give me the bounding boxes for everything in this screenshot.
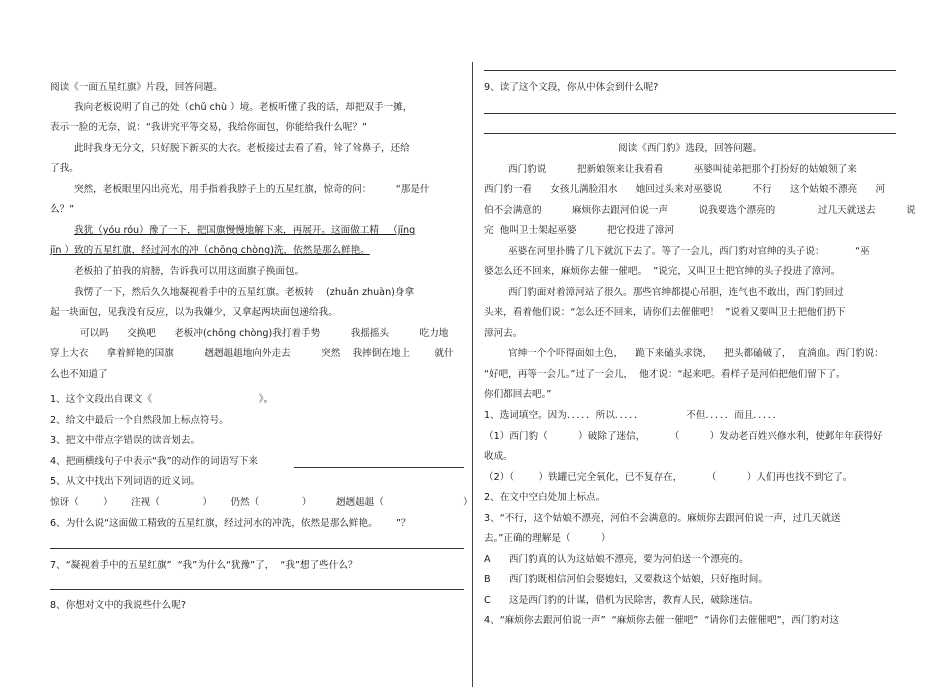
paragraph-2-line-1: 此时我身无分文，只好脱下新买的大衣。老板接过去看了看，耸了耸鼻子，还给 (74, 143, 410, 154)
question-r1-2: （2）（ ）铁罐已完全氧化，已不复存在， （ ）人们再也找不到它了。 (484, 472, 853, 483)
answer-line-q9-2 (484, 133, 896, 134)
paragraph-6-line-1: 我愣了一下，然后久久地凝视着手中的五星红旗。老板转 (zhuǎn zhuàn)身拿 (74, 287, 415, 298)
paragraph-1-line-2: 表示一脸的无奈，说：“我讲究平等交易，我给你面包，你能给我什么呢？” (50, 122, 367, 133)
option-c: C 这是西门豹的计谋，借机为民除害，教育人民，破除迷信。 (484, 595, 759, 606)
paragraph-r3-line-1: 西门豹面对着漳河站了很久。那些官绅都提心吊胆，连气也不敢出，西门豹回过 (508, 287, 844, 298)
answer-line-q7 (50, 589, 464, 590)
paragraph-r2-line-2: 婆怎么还不回来，麻烦你去催一催吧。 ”说完，又叫卫士把官绅的头子投进了漳河。 (484, 266, 841, 277)
question-3: 3、把文中带点字错误的读音划去。 (50, 435, 201, 446)
paragraph-3-line-2: 么？” (50, 204, 75, 215)
unpunctuated-line-4: 完 他叫卫士架起巫婆 把它投进了漳河 (484, 225, 675, 236)
column-divider (472, 62, 473, 687)
paragraph-r3-line-2: 头来，看着他们说：“怎么还不回来，请你们去催催吧！ ”说着又要叫卫士把他们扔下 (484, 307, 846, 318)
paragraph-r4-line-1: 官绅一个个吓得面如土色， 跪下来磕头求饶， 把头都磕破了， 直淌血。西门豹说： (508, 348, 884, 359)
question-r1: 1、选词填空。因为．．．．．所以．．．．． 不但．．．．．而且．．．．． (484, 410, 783, 421)
paragraph-5: 老板拍了拍我的肩膀，告诉我可以用这面旗子换面包。 (74, 266, 305, 277)
question-r4: 4、“麻烦你去跟河伯说一声” “麻烦你去催一催吧” “请你们去催催吧”，西门豹对这 (484, 615, 840, 626)
question-r3-line-1: 3、“不行，这个姑娘不漂亮，河伯不会满意的。麻烦你去跟河伯说一声，过几天就送 (484, 513, 841, 524)
passage-2-title: 阅读《西门豹》选段，回答问题。 (618, 143, 762, 154)
paragraph-3-line-1: 突然，老板眼里闪出亮光，用手指着我脖子上的五星红旗，惊奇的问： “那是什 (74, 184, 430, 195)
question-r3-line-2: 去。”正确的理解是（ ） (484, 533, 611, 544)
option-a: A 西门豹真的认为这姑娘不漂亮，要为河伯送一个漂亮的。 (484, 554, 749, 565)
unpunctuated-line-3: 伯不会满意的 麻烦你去跟河伯说一声 说我要选个漂亮的 过几天就送去 说 (484, 205, 916, 216)
question-2: 2、给文中最后一个自然段加上标点符号。 (50, 415, 229, 426)
paragraph-r2-line-1: 巫婆在河里扑腾了几下就沉下去了。等了一会儿，西门豹对官绅的头子说： “巫 (508, 246, 870, 257)
unpunctuated-line-2: 西门豹一看 女孩儿满脸泪水 她回过头来对巫婆说 不行 这个姑娘不漂亮 河 (484, 184, 886, 195)
passage-title: 阅读《一面五星红旗》片段，回答问题。 (50, 82, 223, 93)
question-5-words: 惊讶（ ） 注视（ ） 仍然（ ） 趔趔趄趄（ ） (50, 497, 473, 508)
paragraph-7-line-2: 穿上大衣 拿着鲜艳的国旗 趔趔趄趄地向外走去 突然 我摔倒在地上 就什 (50, 348, 454, 359)
question-r1-1-line-2: 收成。 (484, 451, 513, 462)
question-6: 6、为什么说“这面做工精致的五星红旗，经过河水的冲洗，依然是那么鲜艳。 ”？ (50, 518, 411, 529)
answer-line-q6 (50, 548, 464, 549)
question-r2: 2、在文中空白处加上标点。 (484, 492, 606, 503)
question-1: 1、这个文段出自课文《 》。 (50, 394, 274, 405)
question-9: 9、读了这个文段，你从中体会到什么呢? (484, 82, 659, 93)
underlined-sentence-line-2: jīn ）致的五星红旗，经过河水的冲（chōng chòng)洗，依然是那么鲜艳。 (50, 245, 370, 256)
paragraph-r4-line-3: 你们都回去吧。” (484, 389, 552, 400)
paragraph-7-line-1: 可以吗 交换吧 老板冲(chōng chòng)我打着手势 我摇摇头 吃力地 (80, 328, 449, 339)
question-5: 5、从文中找出下列词语的近义词。 (50, 476, 201, 487)
question-7: 7、“凝视着手中的五星红旗” “我”为什么“犹豫”了， “我”想了些什么？ (50, 560, 358, 571)
answer-line-q9-1 (484, 113, 896, 114)
unpunctuated-line-1: 西门豹说 把新娘领来让我看看 巫婆叫徒弟把那个打扮好的姑娘领了来 (508, 164, 857, 175)
paragraph-r4-line-2: “好吧，再等一会儿。”过了一会儿， 他才说：“起来吧。看样子是河伯把他们留下了。 (484, 369, 846, 380)
left-column (50, 0, 473, 687)
question-8: 8、你想对文中的我说些什么呢? (50, 600, 186, 611)
right-column (484, 0, 916, 687)
paragraph-6-line-2: 起一块面包，见我没有反应，以为我嫌少，又拿起两块面包递给我。 (50, 307, 338, 318)
underlined-sentence-line-1: 我犹（yóu róu）豫了一下，把国旗慢慢地解下来，再展开。这面做工精 （jīng (74, 225, 416, 236)
option-b: B 西门豹既相信河伯会娶媳妇，又要救这个姑娘，只好拖时间。 (484, 574, 768, 585)
paragraph-2-line-2: 了我。 (50, 163, 79, 174)
paragraph-r3-line-3: 漳河去。 (484, 328, 523, 339)
answer-line-q8 (484, 70, 896, 71)
question-4: 4、把画横线句子中表示“我”的动作的词语写下来 (50, 456, 258, 467)
paragraph-1-line-1: 我向老板说明了自己的处（chǔ chù ）境。老板听懂了我的话，却把双手一摊， (74, 102, 413, 113)
answer-line-q4 (294, 467, 464, 468)
question-r1-1-line-1: （1）西门豹（ ）破除了迷信， （ ）发动老百姓兴修水利，使邺年年获得好 (484, 431, 883, 442)
paragraph-7-line-3: 么也不知道了 (50, 369, 108, 380)
